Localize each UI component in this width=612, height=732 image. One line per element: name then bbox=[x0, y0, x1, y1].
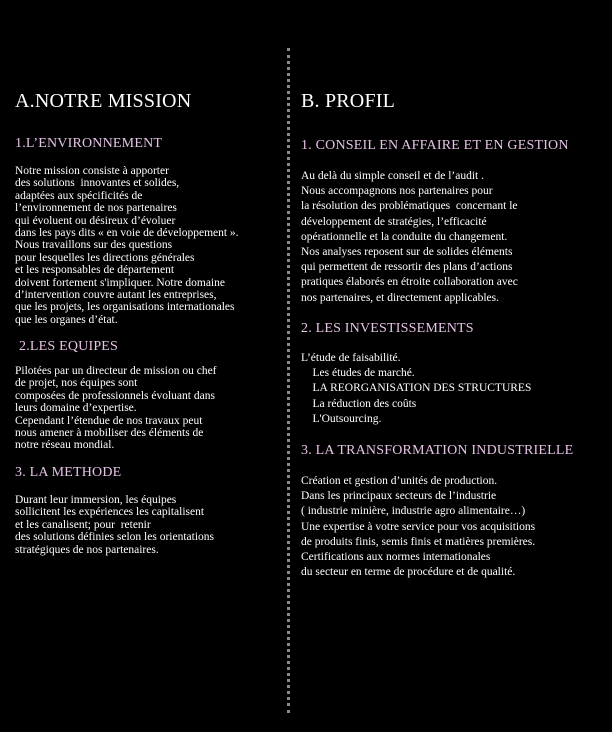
text-line: L'Outsourcing. bbox=[301, 412, 382, 425]
text-line: Cependant l’étendue de nos travaux peut bbox=[15, 414, 203, 427]
heading-investissements: 2. LES INVESTISSEMENTS bbox=[301, 321, 474, 336]
text-line: nos partenaires, et directement applicables. bbox=[301, 291, 499, 304]
text-line: Les études de marché. bbox=[301, 367, 415, 380]
text-line: Certifications aux normes internationales bbox=[301, 551, 491, 564]
text-line: adaptées aux spécificités de bbox=[15, 189, 143, 202]
text-line: Nous travaillons sur des questions bbox=[15, 239, 173, 252]
text-line: qui évoluent ou désireux d’évoluer bbox=[15, 214, 176, 227]
text-line: Une expertise à votre service pour vos acquisitions bbox=[301, 520, 536, 533]
transformation-text bbox=[301, 474, 535, 580]
methode-text bbox=[15, 494, 214, 556]
text-line: que les organes d’état. bbox=[15, 313, 118, 326]
text-line: Nos analyses reposent sur de solides éléments bbox=[301, 246, 513, 259]
text-line: Durant leur immersion, les équipes bbox=[15, 494, 177, 506]
text-line: de projet, nos équipes sont bbox=[15, 377, 138, 390]
text-line: pratiques élaborés en étroite collaboration avec bbox=[301, 276, 518, 289]
profil-title: B. PROFIL bbox=[301, 90, 396, 112]
text-line: Au delà du simple conseil et de l’audit . bbox=[301, 170, 484, 182]
text-line: des solutions innovantes et solides, bbox=[15, 177, 180, 190]
heading-methode: 3. LA METHODE bbox=[15, 465, 122, 480]
text-line: Nous accompagnons nos partenaires pour bbox=[301, 185, 493, 198]
conseil-text bbox=[301, 169, 518, 306]
text-line: Dans les principaux secteurs de l’industrie bbox=[301, 490, 497, 503]
text-line: Notre mission consiste à apporter bbox=[15, 165, 169, 177]
environnement-text bbox=[15, 165, 239, 326]
text-line: notre réseau mondial. bbox=[15, 439, 115, 452]
heading-transformation: 3. LA TRANSFORMATION INDUSTRIELLE bbox=[301, 443, 574, 458]
text-line: et les responsables de département bbox=[15, 264, 175, 277]
text-line: leurs domaine d’expertise. bbox=[15, 402, 137, 415]
text-line: du secteur en terme de procédure et de qualité. bbox=[301, 566, 516, 579]
text-line: stratégiques de nos partenaires. bbox=[15, 543, 159, 556]
text-line: que les projets, les organisations internationales bbox=[15, 301, 235, 314]
heading-conseil: 1. CONSEIL EN AFFAIRE ET EN GESTION bbox=[301, 138, 569, 153]
text-line: doivent fortement s'impliquer. Notre domaine bbox=[15, 276, 225, 289]
equipes-text bbox=[15, 365, 217, 452]
text-line: nous amener à mobiliser des éléments de bbox=[15, 427, 204, 440]
text-line: dans les pays dits « en voie de développement ». bbox=[15, 227, 239, 240]
text-line: développement de stratégies, l’efficacité bbox=[301, 215, 487, 228]
column-divider bbox=[287, 48, 290, 713]
heading-environnement: 1.L’ENVIRONNEMENT bbox=[15, 136, 163, 151]
text-line: Pilotées par un directeur de mission ou chef bbox=[15, 365, 217, 377]
text-line: des solutions définies selon les orientations bbox=[15, 531, 214, 544]
text-line: d’intervention couvre autant les entreprises, bbox=[15, 289, 217, 302]
text-line: l’environnement de nos partenaires bbox=[15, 202, 177, 215]
text-line: Création et gestion d’unités de production. bbox=[301, 475, 498, 487]
text-line: composées de professionnels évoluant dans bbox=[15, 389, 215, 402]
text-line: opérationnelle et la conduite du changement. bbox=[301, 230, 508, 243]
text-line: ( industrie minière, industrie agro alimentaire…) bbox=[301, 505, 526, 518]
text-line: de produits finis, semis finis et matières premières. bbox=[301, 535, 536, 548]
text-line: pour lesquelles les directions générales bbox=[15, 251, 195, 264]
text-line: LA REORGANISATION DES STRUCTURES bbox=[301, 382, 532, 395]
text-line: L’étude de faisabilité. bbox=[301, 352, 401, 364]
text-line: La réduction des coûts bbox=[301, 397, 417, 410]
text-line: et les canalisent; pour retenir bbox=[15, 518, 151, 531]
text-line: la résolution des problématiques concernant le bbox=[301, 200, 518, 213]
text-line: qui permettent de ressortir des plans d’actions bbox=[301, 261, 513, 274]
text-line: sollicitent les expériences les capitalisent bbox=[15, 506, 205, 519]
mission-title: A.NOTRE MISSION bbox=[15, 90, 192, 112]
investissements-text bbox=[301, 351, 531, 427]
heading-equipes: 2.LES EQUIPES bbox=[19, 339, 119, 354]
